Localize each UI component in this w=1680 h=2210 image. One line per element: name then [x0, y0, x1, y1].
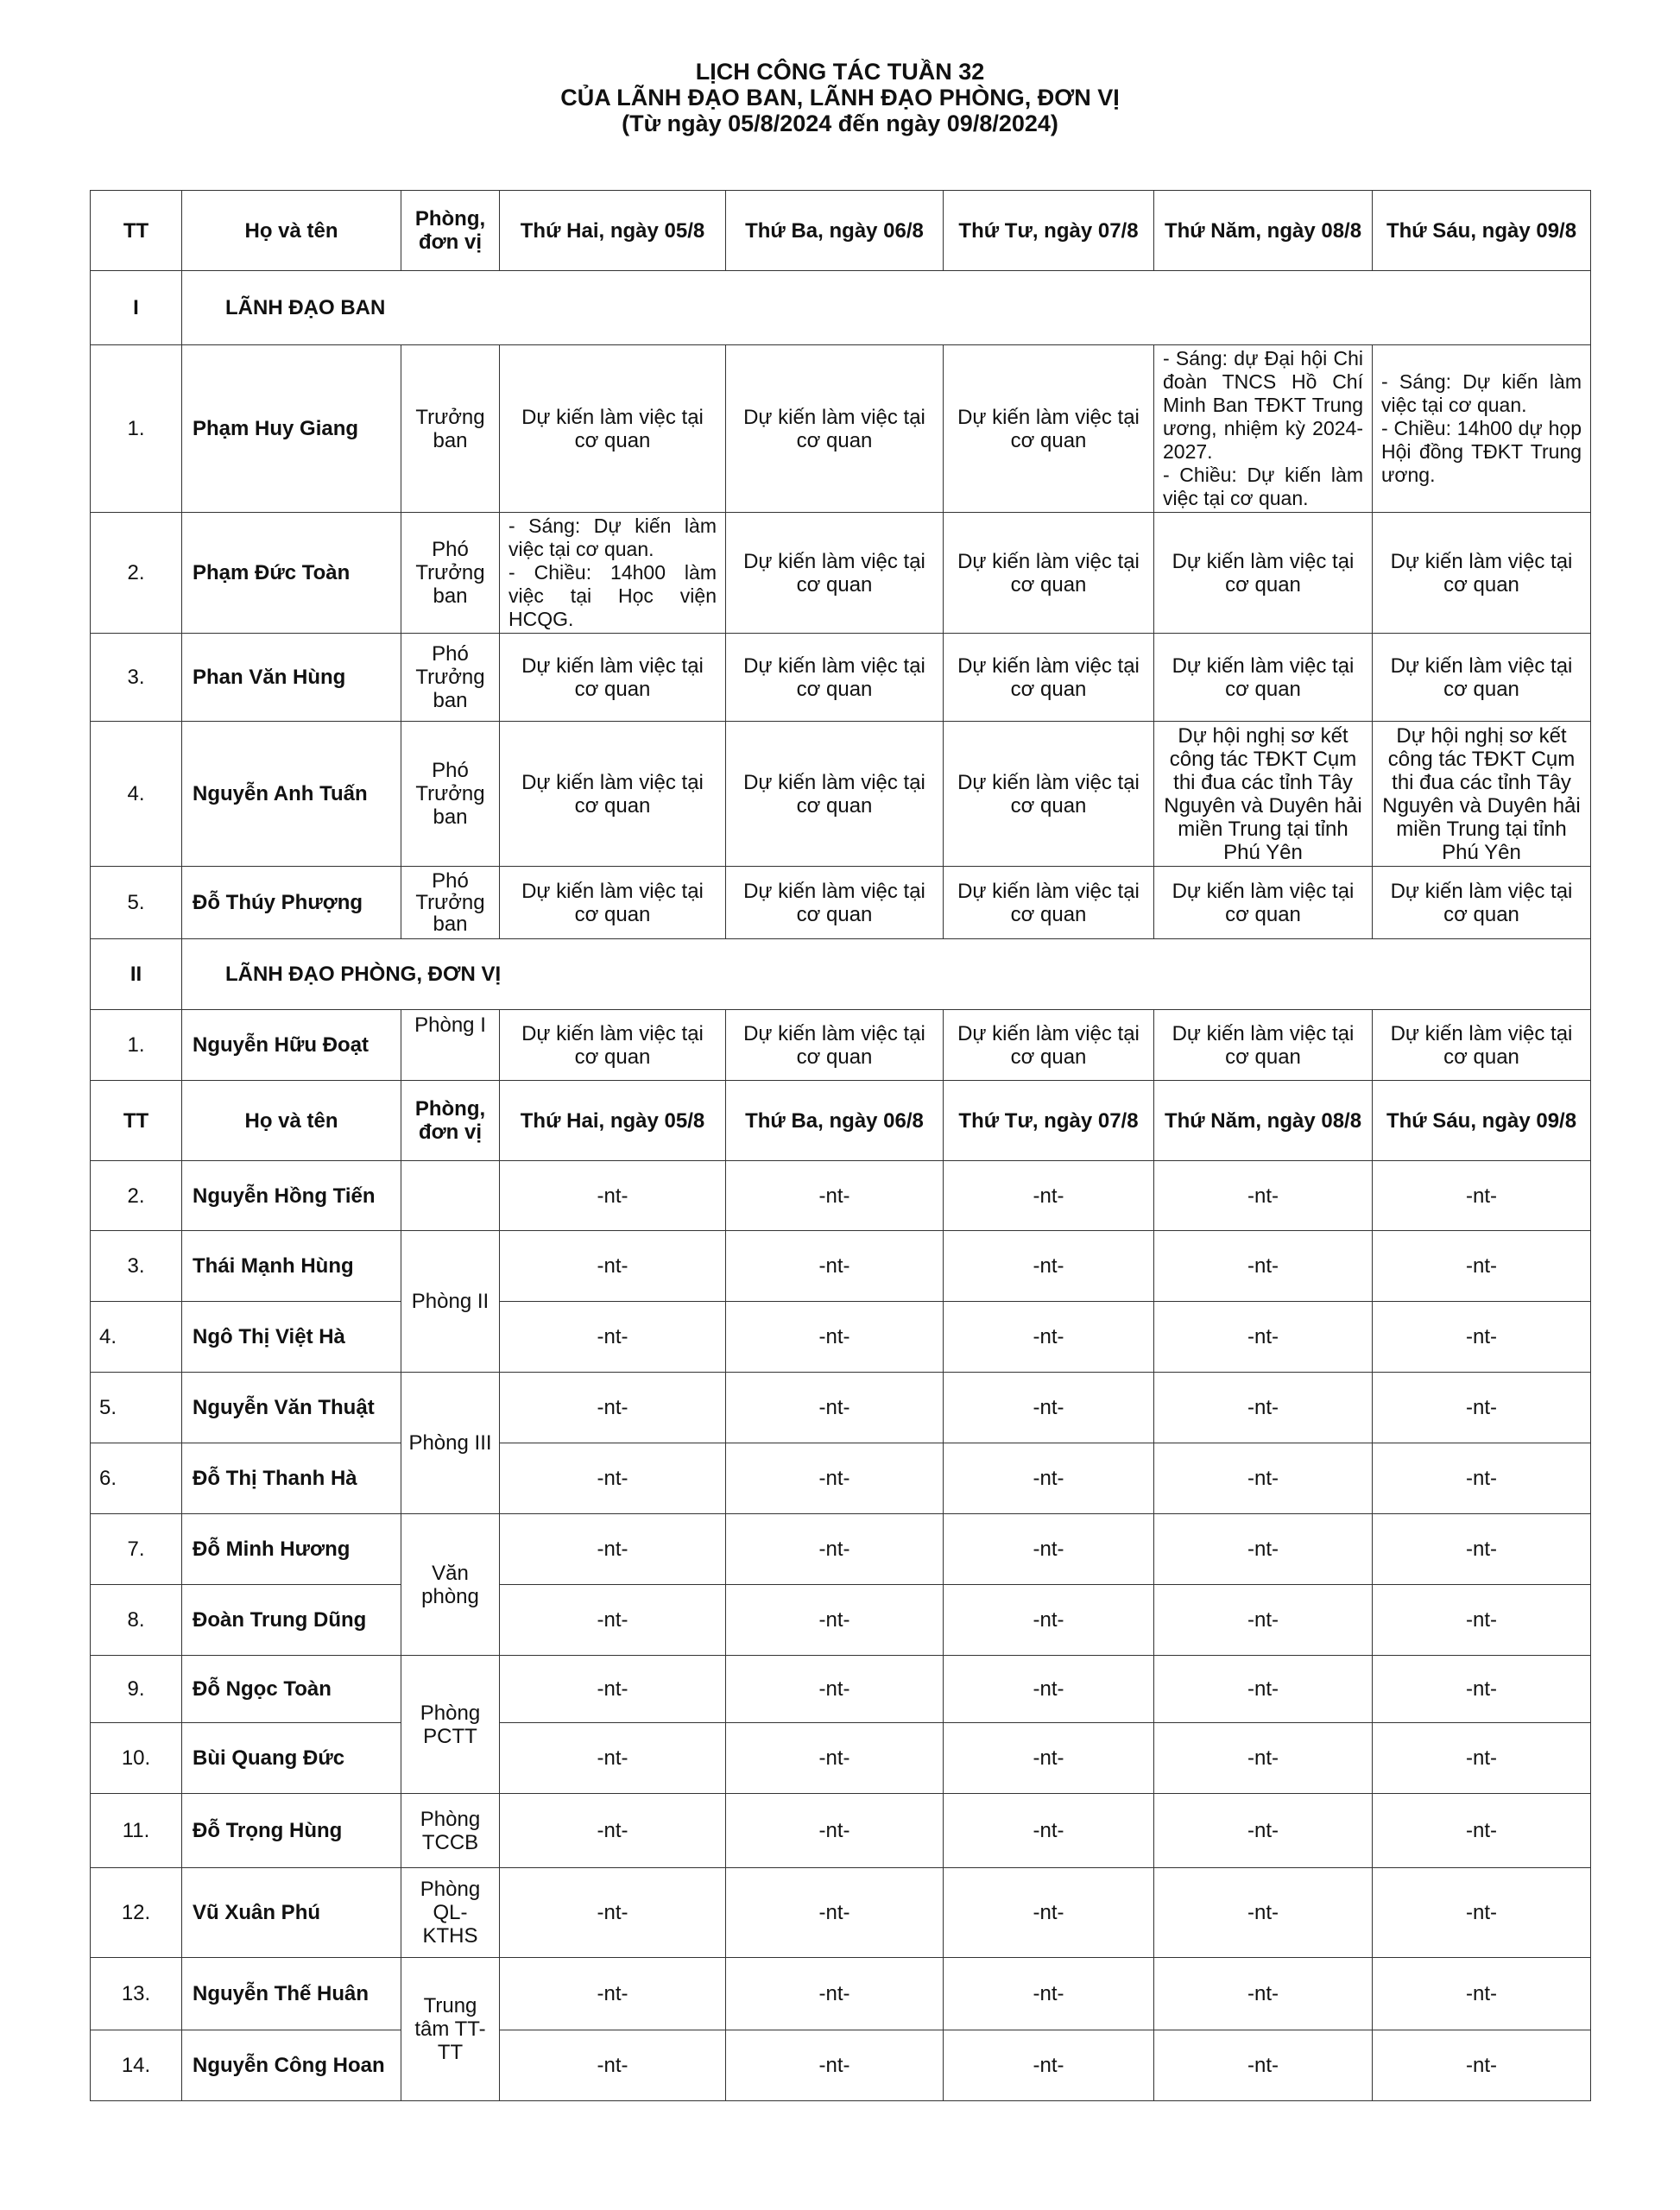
row-day-cell: Dự kiến làm việc tại cơ quan	[726, 722, 944, 867]
row-day-cell: -nt-	[726, 1723, 944, 1794]
row-name: Nguyễn Hữu Đoạt	[182, 1010, 401, 1081]
row-day-cell: Dự kiến làm việc tại cơ quan	[944, 1010, 1154, 1081]
row-day-cell: -nt-	[500, 1868, 726, 1958]
row-name: Đỗ Trọng Hùng	[182, 1794, 401, 1868]
row-day-cell: Dự hội nghị sơ kết công tác TĐKT Cụm thi đua các tỉnh Tây Nguyên và Duyên hải miền Trung tại tỉnh Phú Yên	[1373, 722, 1591, 867]
row-day-cell: -nt-	[1154, 1161, 1373, 1231]
section-number: I	[91, 271, 182, 345]
row-day-cell: -nt-	[500, 1794, 726, 1868]
row-day-cell: Dự kiến làm việc tại cơ quan	[1154, 1010, 1373, 1081]
section-row	[91, 271, 1591, 345]
table-row	[91, 1010, 1591, 1081]
table-row	[91, 1514, 1591, 1585]
row-day-cell: -nt-	[944, 1794, 1154, 1868]
row-tt: 9.	[91, 1656, 182, 1723]
row-day-cell: -nt-	[500, 2030, 726, 2101]
table-row	[91, 634, 1591, 722]
row-day-cell: -nt-	[944, 1723, 1154, 1794]
title-line-3: (Từ ngày 05/8/2024 đến ngày 09/8/2024)	[622, 110, 1058, 136]
row-tt: 3.	[91, 1231, 182, 1302]
header-day-mon: Thứ Hai, ngày 05/8	[500, 191, 726, 271]
row-day-cell: -nt-	[726, 1656, 944, 1723]
row-day-cell: Dự kiến làm việc tại cơ quan	[1373, 634, 1591, 722]
header-day-thu: Thứ Năm, ngày 08/8	[1154, 1081, 1373, 1161]
row-day-cell: -nt-	[1154, 1302, 1373, 1373]
row-unit: Phó Trưởng ban	[401, 513, 500, 634]
row-day-cell: -nt-	[1373, 1585, 1591, 1656]
section-row	[91, 939, 1591, 1010]
row-day-cell: -nt-	[500, 1585, 726, 1656]
table-row	[91, 1656, 1591, 1723]
row-day-cell: -nt-	[500, 1656, 726, 1723]
header-name: Họ và tên	[182, 191, 401, 271]
row-day-cell: -nt-	[726, 1373, 944, 1443]
row-name: Phạm Đức Toàn	[182, 513, 401, 634]
row-day-cell: -nt-	[944, 1514, 1154, 1585]
header-day-wed: Thứ Tư, ngày 07/8	[944, 191, 1154, 271]
row-day-cell: Dự hội nghị sơ kết công tác TĐKT Cụm thi đua các tỉnh Tây Nguyên và Duyên hải miền Trung tại tỉnh Phú Yên	[1154, 722, 1373, 867]
row-day-cell: -nt-	[726, 1231, 944, 1302]
row-unit: Phòng TCCB	[401, 1794, 500, 1868]
row-day-cell: -nt-	[944, 1868, 1154, 1958]
table-row	[91, 1794, 1591, 1868]
header-day-thu: Thứ Năm, ngày 08/8	[1154, 191, 1373, 271]
row-day-cell: -nt-	[726, 1958, 944, 2030]
row-name: Đỗ Minh Hương	[182, 1514, 401, 1585]
row-day-cell: -nt-	[1154, 1373, 1373, 1443]
row-day-cell: -nt-	[944, 1161, 1154, 1231]
row-day-cell: -nt-	[944, 1585, 1154, 1656]
table-row	[91, 1868, 1591, 1958]
row-day-cell: -nt-	[944, 1302, 1154, 1373]
row-day-cell: Dự kiến làm việc tại cơ quan	[726, 634, 944, 722]
row-unit: Trưởng ban	[401, 345, 500, 513]
row-day-cell: -nt-	[1154, 2030, 1373, 2101]
header-tt: TT	[91, 191, 182, 271]
row-tt: 1.	[91, 1010, 182, 1081]
table-row	[91, 1373, 1591, 1443]
row-name: Nguyễn Thế Huân	[182, 1958, 401, 2030]
row-name: Đỗ Ngọc Toàn	[182, 1656, 401, 1723]
header-unit: Phòng, đơn vị	[401, 1081, 500, 1161]
row-day-cell: -nt-	[1154, 1514, 1373, 1585]
row-name: Đỗ Thị Thanh Hà	[182, 1443, 401, 1514]
row-day-cell: Dự kiến làm việc tại cơ quan	[944, 345, 1154, 513]
row-day-cell: Dự kiến làm việc tại cơ quan	[500, 634, 726, 722]
row-day-cell: -nt-	[500, 1161, 726, 1231]
row-tt: 5.	[91, 867, 182, 939]
row-day-cell: -nt-	[1154, 1443, 1373, 1514]
document-title	[0, 59, 1680, 136]
header-unit: Phòng, đơn vị	[401, 191, 500, 271]
row-day-cell: Dự kiến làm việc tại cơ quan	[726, 345, 944, 513]
row-day-cell: -nt-	[1154, 1656, 1373, 1723]
row-name: Thái Mạnh Hùng	[182, 1231, 401, 1302]
table-row	[91, 722, 1591, 867]
row-day-cell: Dự kiến làm việc tại cơ quan	[726, 867, 944, 939]
row-name: Nguyễn Hồng Tiến	[182, 1161, 401, 1231]
row-day-cell: -nt-	[944, 1231, 1154, 1302]
row-unit: Phó Trưởng ban	[401, 634, 500, 722]
row-unit: Phòng QL-KTHS	[401, 1868, 500, 1958]
row-day-cell: -nt-	[1373, 1794, 1591, 1868]
row-day-cell: -nt-	[500, 1723, 726, 1794]
header-day-tue: Thứ Ba, ngày 06/8	[726, 1081, 944, 1161]
row-day-cell: Dự kiến làm việc tại cơ quan	[726, 1010, 944, 1081]
row-name: Ngô Thị Việt Hà	[182, 1302, 401, 1373]
row-day-cell: -nt-	[500, 1514, 726, 1585]
row-day-cell: Dự kiến làm việc tại cơ quan	[1373, 867, 1591, 939]
row-day-cell: -nt-	[1373, 1723, 1591, 1794]
row-day-cell: -nt-	[944, 1373, 1154, 1443]
row-tt: 4.	[91, 1302, 182, 1373]
row-tt: 3.	[91, 634, 182, 722]
row-day-cell: Dự kiến làm việc tại cơ quan	[1373, 1010, 1591, 1081]
row-day-cell: -nt-	[1373, 1868, 1591, 1958]
row-day-cell: -nt-	[1154, 1958, 1373, 2030]
row-name: Nguyễn Văn Thuật	[182, 1373, 401, 1443]
schedule-table-part-2	[90, 1080, 1591, 2101]
table-row	[91, 1443, 1591, 1514]
section-label: LÃNH ĐẠO PHÒNG, ĐƠN VỊ	[182, 939, 1591, 1010]
row-day-cell: -nt-	[726, 1514, 944, 1585]
row-day-cell: -nt-	[1154, 1794, 1373, 1868]
table-row	[91, 1231, 1591, 1302]
row-day-cell: -nt-	[944, 1443, 1154, 1514]
row-tt: 8.	[91, 1585, 182, 1656]
row-unit: Phòng I	[401, 1010, 500, 1081]
section-number: II	[91, 939, 182, 1010]
row-day-cell: -nt-	[944, 1958, 1154, 2030]
row-day-cell: -nt-	[1373, 1161, 1591, 1231]
row-name: Đoàn Trung Dũng	[182, 1585, 401, 1656]
row-name: Phạm Huy Giang	[182, 345, 401, 513]
row-day-cell: Dự kiến làm việc tại cơ quan	[944, 722, 1154, 867]
row-unit: Phó Trưởng ban	[401, 867, 500, 939]
row-tt: 2.	[91, 513, 182, 634]
row-day-cell: Dự kiến làm việc tại cơ quan	[726, 513, 944, 634]
row-day-cell: -nt-	[1373, 1231, 1591, 1302]
row-day-cell: Dự kiến làm việc tại cơ quan	[944, 867, 1154, 939]
row-unit: Phó Trưởng ban	[401, 722, 500, 867]
row-day-cell: -nt-	[1154, 1231, 1373, 1302]
table-header-row	[91, 191, 1591, 271]
row-day-cell: Dự kiến làm việc tại cơ quan	[944, 634, 1154, 722]
row-day-cell: Dự kiến làm việc tại cơ quan	[500, 722, 726, 867]
row-day-cell: Dự kiến làm việc tại cơ quan	[1373, 513, 1591, 634]
row-name: Vũ Xuân Phú	[182, 1868, 401, 1958]
table-row	[91, 2030, 1591, 2101]
row-day-cell: -nt-	[1373, 1302, 1591, 1373]
table-row	[91, 513, 1591, 634]
row-day-cell: -nt-	[1373, 1443, 1591, 1514]
row-tt: 6.	[91, 1443, 182, 1514]
row-unit: Phòng II	[401, 1231, 500, 1373]
row-day-cell: Dự kiến làm việc tại cơ quan	[500, 867, 726, 939]
header-day-tue: Thứ Ba, ngày 06/8	[726, 191, 944, 271]
row-day-cell: -nt-	[1154, 1723, 1373, 1794]
row-unit	[401, 1161, 500, 1231]
row-day-cell: -nt-	[1154, 1868, 1373, 1958]
row-day-cell: - Sáng: dự Đại hội Chi đoàn TNCS Hồ Chí Minh Ban TĐKT Trung ương, nhiệm kỳ 2024-2027. - Chiều: Dự kiến làm việc tại cơ quan.	[1154, 345, 1373, 513]
row-day-cell: -nt-	[1373, 1958, 1591, 2030]
row-tt: 2.	[91, 1161, 182, 1231]
row-name: Phan Văn Hùng	[182, 634, 401, 722]
row-tt: 5.	[91, 1373, 182, 1443]
row-day-cell: -nt-	[726, 1794, 944, 1868]
row-day-cell: -nt-	[500, 1302, 726, 1373]
header-name: Họ và tên	[182, 1081, 401, 1161]
table-row	[91, 1161, 1591, 1231]
header-tt: TT	[91, 1081, 182, 1161]
row-day-cell: -nt-	[726, 1302, 944, 1373]
table-row	[91, 1302, 1591, 1373]
row-unit: Văn phòng	[401, 1514, 500, 1656]
row-day-cell: -nt-	[726, 1585, 944, 1656]
row-day-cell: -nt-	[726, 1161, 944, 1231]
row-day-cell: -nt-	[1373, 1656, 1591, 1723]
table-row	[91, 345, 1591, 513]
row-day-cell: - Sáng: Dự kiến làm việc tại cơ quan. - Chiều: 14h00 làm việc tại Học viện HCQG.	[500, 513, 726, 634]
row-tt: 12.	[91, 1868, 182, 1958]
row-day-cell: -nt-	[944, 1656, 1154, 1723]
row-tt: 4.	[91, 722, 182, 867]
header-day-wed: Thứ Tư, ngày 07/8	[944, 1081, 1154, 1161]
table-row	[91, 867, 1591, 939]
row-name: Đỗ Thúy Phượng	[182, 867, 401, 939]
row-name: Bùi Quang Đức	[182, 1723, 401, 1794]
row-tt: 7.	[91, 1514, 182, 1585]
row-name: Nguyễn Công Hoan	[182, 2030, 401, 2101]
row-unit: Phòng PCTT	[401, 1656, 500, 1794]
table-header-row	[91, 1081, 1591, 1161]
row-tt: 1.	[91, 345, 182, 513]
row-day-cell: -nt-	[944, 2030, 1154, 2101]
header-day-fri: Thứ Sáu, ngày 09/8	[1373, 191, 1591, 271]
row-day-cell: Dự kiến làm việc tại cơ quan	[500, 345, 726, 513]
row-day-cell: -nt-	[500, 1958, 726, 2030]
row-tt: 11.	[91, 1794, 182, 1868]
row-day-cell: -nt-	[1373, 2030, 1591, 2101]
schedule-table-part-1	[90, 190, 1591, 1081]
row-tt: 14.	[91, 2030, 182, 2101]
title-line-2: CỦA LÃNH ĐẠO BAN, LÃNH ĐẠO PHÒNG, ĐƠN VỊ	[560, 85, 1120, 110]
row-day-cell: -nt-	[726, 1443, 944, 1514]
section-label: LÃNH ĐẠO BAN	[182, 271, 1591, 345]
row-day-cell: Dự kiến làm việc tại cơ quan	[1154, 867, 1373, 939]
row-day-cell: -nt-	[726, 2030, 944, 2101]
row-day-cell: -nt-	[726, 1868, 944, 1958]
row-name: Nguyễn Anh Tuấn	[182, 722, 401, 867]
row-day-cell: -nt-	[500, 1231, 726, 1302]
row-day-cell: Dự kiến làm việc tại cơ quan	[1154, 634, 1373, 722]
title-line-1: LỊCH CÔNG TÁC TUẦN 32	[695, 59, 985, 85]
row-day-cell: -nt-	[1373, 1373, 1591, 1443]
row-day-cell: -nt-	[1373, 1514, 1591, 1585]
row-day-cell: Dự kiến làm việc tại cơ quan	[944, 513, 1154, 634]
header-day-mon: Thứ Hai, ngày 05/8	[500, 1081, 726, 1161]
table-row	[91, 1958, 1591, 2030]
row-unit: Phòng III	[401, 1373, 500, 1514]
table-row	[91, 1723, 1591, 1794]
table-row	[91, 1585, 1591, 1656]
row-day-cell: -nt-	[1154, 1585, 1373, 1656]
row-day-cell: -nt-	[500, 1373, 726, 1443]
row-tt: 10.	[91, 1723, 182, 1794]
row-day-cell: Dự kiến làm việc tại cơ quan	[500, 1010, 726, 1081]
row-day-cell: Dự kiến làm việc tại cơ quan	[1154, 513, 1373, 634]
row-tt: 13.	[91, 1958, 182, 2030]
row-day-cell: - Sáng: Dự kiến làm việc tại cơ quan. - Chiều: 14h00 dự họp Hội đồng TĐKT Trung ương.	[1373, 345, 1591, 513]
row-unit: Trung tâm TT-TT	[401, 1958, 500, 2101]
header-day-fri: Thứ Sáu, ngày 09/8	[1373, 1081, 1591, 1161]
row-day-cell: -nt-	[500, 1443, 726, 1514]
